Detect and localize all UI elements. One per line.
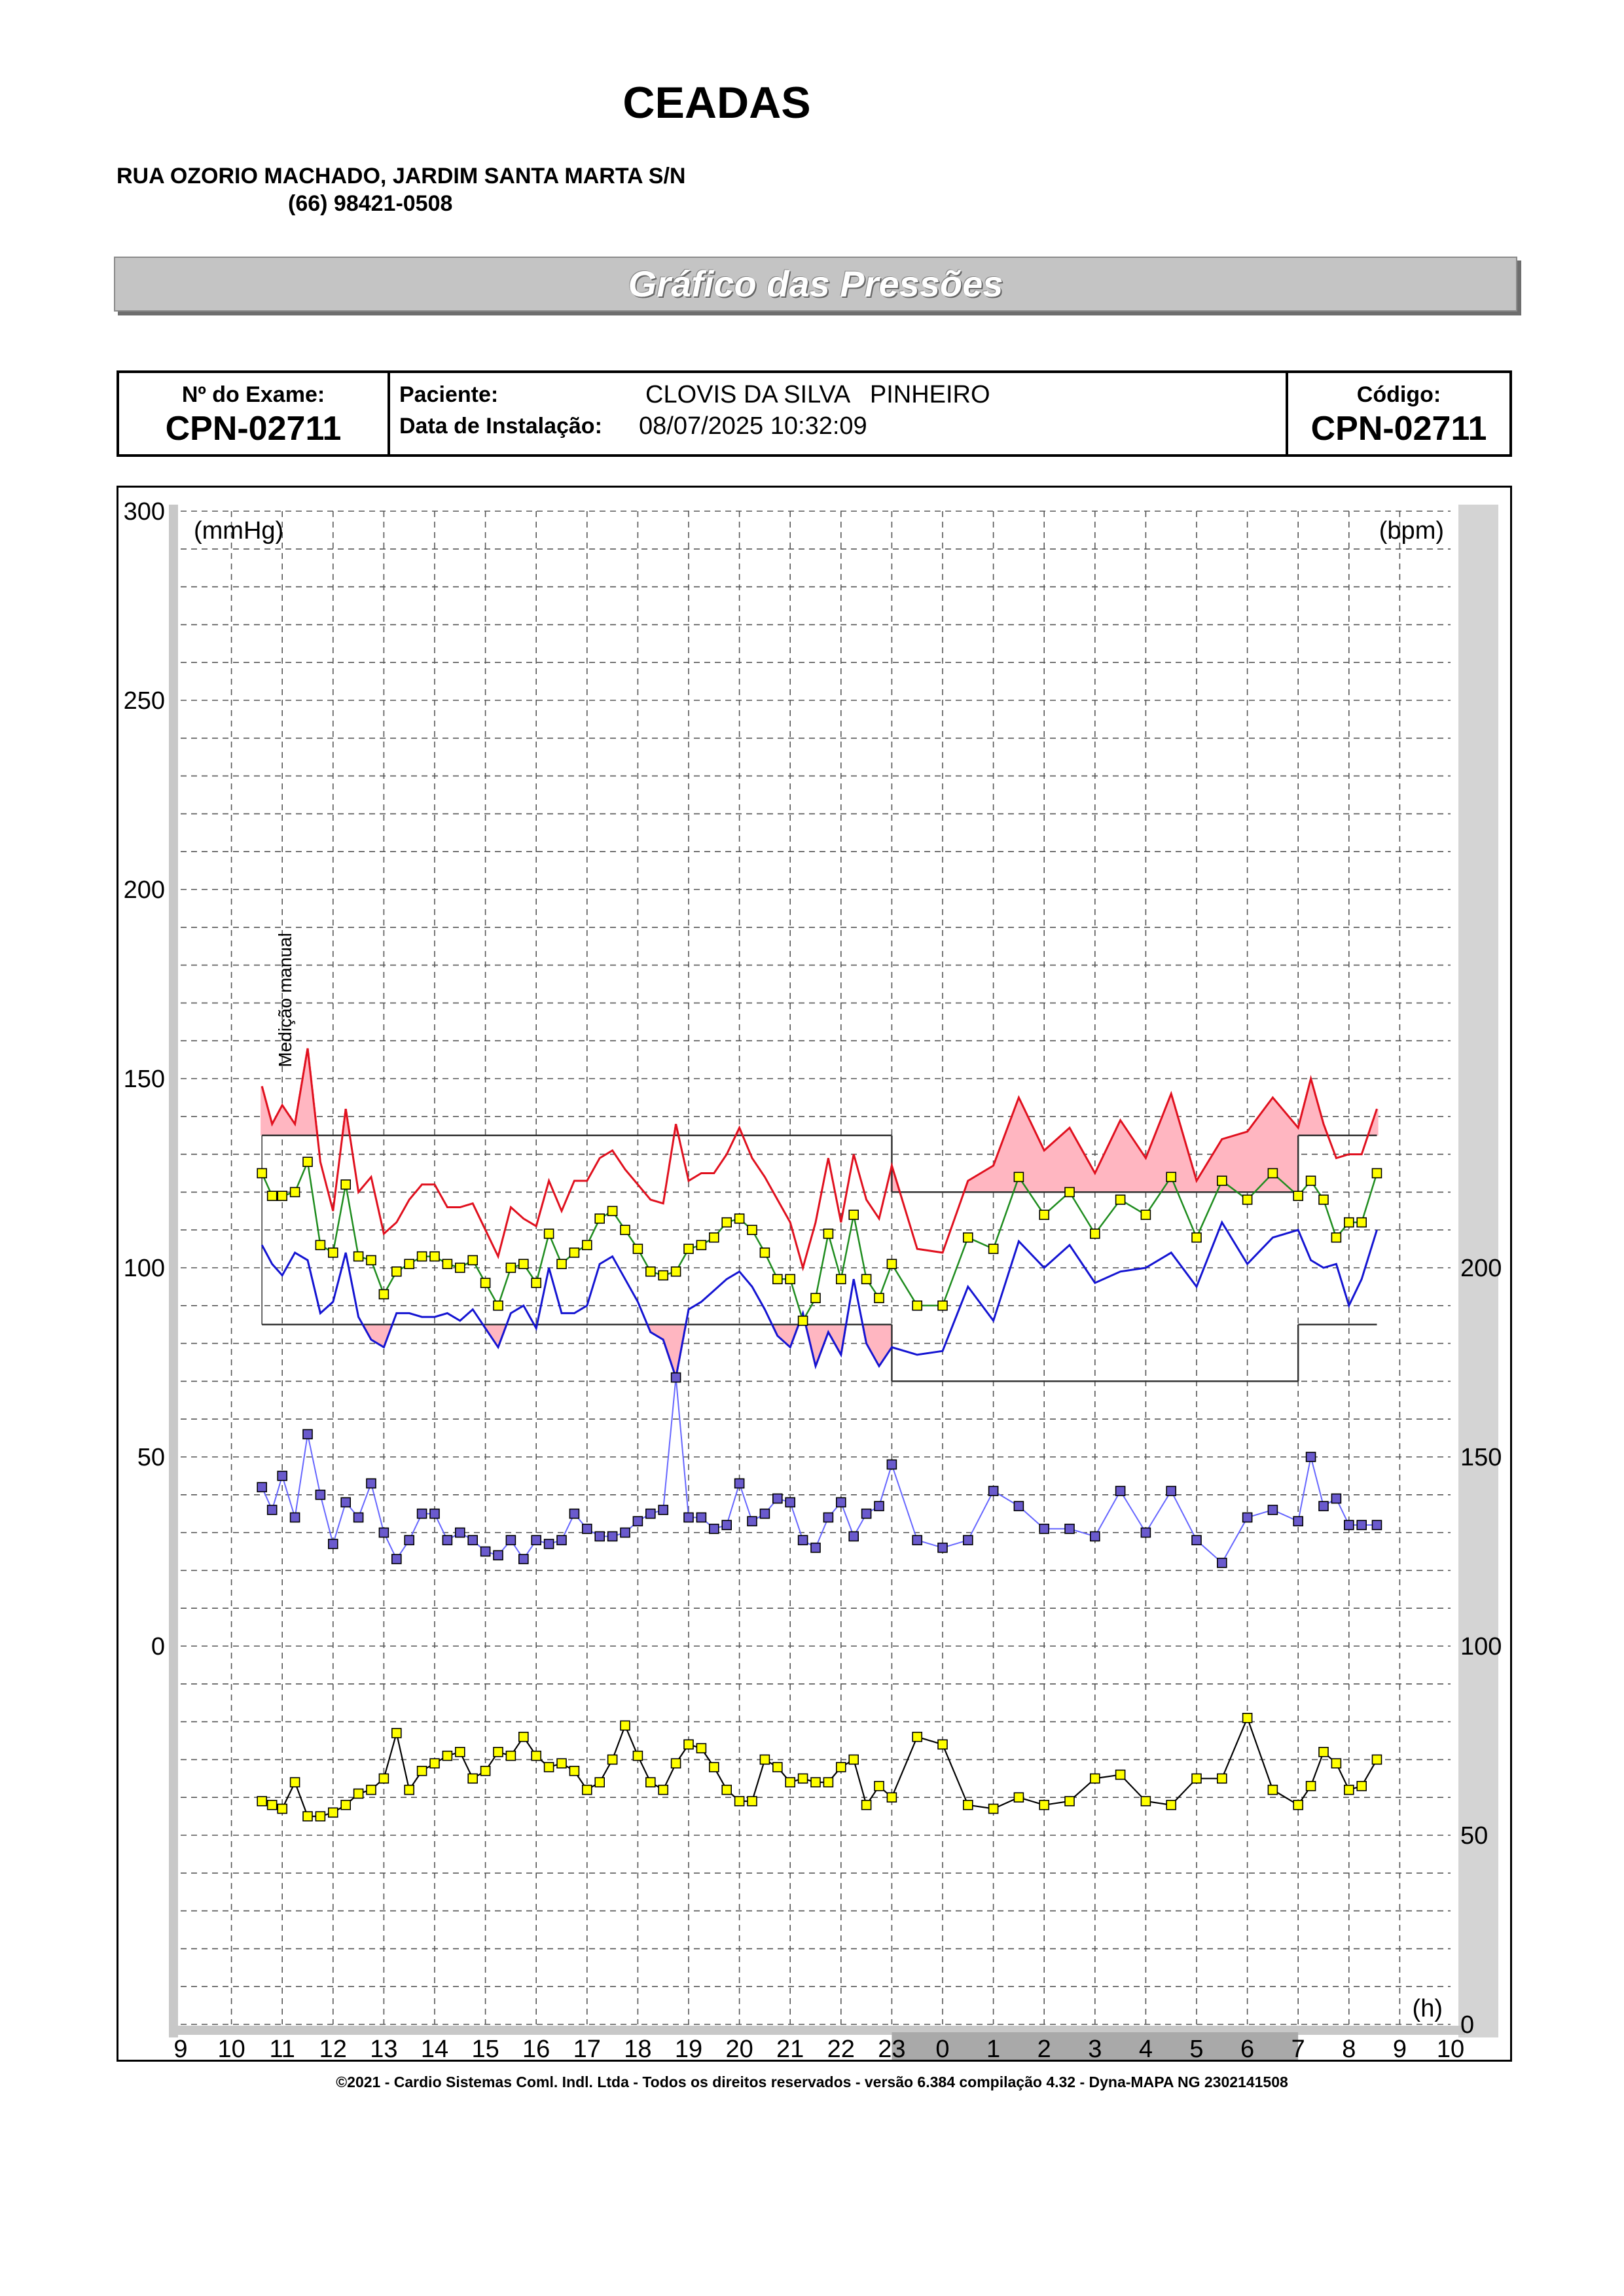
heart-rate-point [341, 1801, 350, 1810]
pulse-pressure-point [1344, 1520, 1354, 1530]
heart-rate-point [849, 1755, 858, 1764]
mean-point [1268, 1169, 1277, 1178]
heart-rate-point [595, 1778, 604, 1787]
pulse-pressure-point [316, 1490, 325, 1499]
mean-point [430, 1252, 439, 1261]
pulse-pressure-point [506, 1535, 515, 1545]
pulse-pressure-point [1091, 1532, 1100, 1541]
systolic-line [262, 1049, 1377, 1268]
pulse-pressure-point [1141, 1528, 1150, 1537]
pulse-pressure-point [849, 1532, 858, 1541]
install-date-label: Data de Instalação: [399, 414, 602, 439]
heart-rate-point [583, 1785, 592, 1795]
mean-point [989, 1244, 998, 1253]
mean-point [1218, 1176, 1227, 1185]
pulse-pressure-point [532, 1535, 541, 1545]
x-axis-tick-label: 5 [1189, 2036, 1204, 2060]
right-axis-tick-label: 200 [1460, 1255, 1502, 1282]
pulse-pressure-point [291, 1513, 300, 1522]
mean-point [938, 1301, 947, 1310]
left-axis-tick-label: 50 [137, 1444, 165, 1471]
mean-point [1357, 1218, 1366, 1227]
mean-point [1372, 1169, 1381, 1178]
heart-rate-point [1331, 1759, 1341, 1768]
heart-rate-point [316, 1812, 325, 1821]
mean-point [379, 1289, 388, 1299]
heart-rate-point [405, 1785, 414, 1795]
systolic-excess-fill [262, 1049, 1377, 1193]
x-axis-unit: (h) [1412, 1995, 1443, 2022]
x-axis-tick-label: 0 [935, 2036, 950, 2060]
pulse-pressure-point [405, 1535, 414, 1545]
pulse-pressure-point [595, 1532, 604, 1541]
heart-rate-point [1065, 1797, 1074, 1806]
heart-rate-point [1218, 1774, 1227, 1783]
pressure-chart [118, 488, 1510, 2060]
mean-point [887, 1259, 896, 1268]
mean-point [303, 1157, 312, 1166]
right-axis-tick-label: 100 [1460, 1633, 1502, 1660]
pulse-pressure-point [912, 1535, 922, 1545]
heart-rate-point [481, 1767, 490, 1776]
heart-rate-point [785, 1778, 795, 1787]
mean-point [569, 1248, 579, 1257]
pulse-pressure-point [684, 1513, 693, 1522]
mean-point [519, 1259, 528, 1268]
heart-rate-point [506, 1751, 515, 1761]
heart-rate-point [748, 1797, 757, 1806]
heart-rate-point [608, 1755, 617, 1764]
mean-point [823, 1229, 833, 1238]
heart-rate-point [268, 1801, 277, 1810]
x-axis-tick-label: 19 [674, 2036, 703, 2060]
heart-rate-point [1116, 1770, 1125, 1780]
code-label: Código: [1356, 382, 1441, 407]
pulse-pressure-point [341, 1498, 350, 1507]
pulse-pressure-point [659, 1505, 668, 1515]
patient-name: CLOVIS DA SILVA PINHEIRO [645, 381, 990, 408]
pulse-pressure-point [748, 1516, 757, 1526]
heart-rate-point [468, 1774, 477, 1783]
heart-rate-point [659, 1785, 668, 1795]
heart-rate-point [557, 1759, 566, 1768]
mean-point [1243, 1195, 1252, 1204]
pulse-pressure-point [875, 1501, 884, 1511]
mean-point [659, 1271, 668, 1280]
pulse-pressure-point [735, 1479, 744, 1488]
pulse-pressure-point [583, 1524, 592, 1534]
pulse-pressure-point [1319, 1501, 1328, 1511]
pulse-pressure-point [710, 1524, 719, 1534]
heart-rate-point [646, 1778, 655, 1787]
x-axis-tick-label: 4 [1138, 2036, 1153, 2060]
x-axis-tick-label: 13 [370, 2036, 398, 2060]
mean-point [545, 1229, 554, 1238]
mean-point [849, 1210, 858, 1219]
pulse-pressure-point [633, 1516, 642, 1526]
mean-point [696, 1240, 706, 1249]
report-title: Gráfico das Pressões [628, 263, 1003, 304]
heart-rate-point [532, 1751, 541, 1761]
mean-point [1141, 1210, 1150, 1219]
x-axis-tick-label: 17 [573, 2036, 601, 2060]
mean-point [1166, 1172, 1176, 1181]
pulse-pressure-point [799, 1535, 808, 1545]
pulse-pressure-point [1014, 1501, 1023, 1511]
pulse-pressure-point [481, 1547, 490, 1556]
heart-rate-point [1192, 1774, 1201, 1783]
mean-point [329, 1248, 338, 1257]
pulse-pressure-point [418, 1509, 427, 1518]
heart-rate-point [329, 1808, 338, 1817]
mean-point [257, 1169, 266, 1178]
mean-point [722, 1218, 731, 1227]
mean-point [392, 1267, 401, 1276]
heart-rate-point [912, 1732, 922, 1742]
heart-rate-point [760, 1755, 769, 1764]
pulse-pressure-point [785, 1498, 795, 1507]
heart-rate-point [773, 1763, 782, 1772]
mean-point [354, 1252, 363, 1261]
pulse-pressure-point [494, 1551, 503, 1560]
left-axis-unit: (mmHg) [194, 517, 284, 545]
pulse-pressure-point [430, 1509, 439, 1518]
heart-rate-point [823, 1778, 833, 1787]
heart-rate-point [633, 1751, 642, 1761]
right-axis-unit: (bpm) [1379, 517, 1444, 545]
report-title-bar [114, 257, 1517, 312]
right-axis-tick-label: 0 [1460, 2011, 1475, 2039]
x-axis-tick-label: 16 [522, 2036, 550, 2060]
heart-rate-point [418, 1767, 427, 1776]
mean-point [710, 1233, 719, 1242]
mean-point [1319, 1195, 1328, 1204]
heart-rate-point [938, 1740, 947, 1749]
heart-rate-point [1357, 1782, 1366, 1791]
left-axis-tick-label: 200 [123, 876, 165, 904]
heart-rate-point [456, 1748, 465, 1757]
pressure-chart-frame [117, 486, 1512, 2062]
left-axis-tick-label: 100 [123, 1255, 165, 1282]
heart-rate-point [672, 1759, 681, 1768]
mean-point [1091, 1229, 1100, 1238]
mean-point [1039, 1210, 1049, 1219]
mean-point [291, 1187, 300, 1196]
pulse-pressure-point [621, 1528, 630, 1537]
heart-rate-point [875, 1782, 884, 1791]
pulse-pressure-point [1192, 1535, 1201, 1545]
pulse-pressure-point [367, 1479, 376, 1488]
mean-point [964, 1233, 973, 1242]
mean-point [608, 1206, 617, 1215]
patient-label: Paciente: [399, 382, 499, 407]
mean-point [268, 1191, 277, 1200]
mean-point [1014, 1172, 1023, 1181]
heart-rate-point [989, 1804, 998, 1814]
mean-point [748, 1225, 757, 1234]
patient-cell [390, 373, 1288, 454]
mean-point [583, 1240, 592, 1249]
pulse-pressure-point [257, 1482, 266, 1492]
heart-rate-point [710, 1763, 719, 1772]
mean-point [785, 1274, 795, 1283]
left-axis-tick-label: 250 [123, 687, 165, 715]
heart-rate-point [278, 1804, 287, 1814]
heart-rate-point [1141, 1797, 1150, 1806]
heart-rate-point [1039, 1801, 1049, 1810]
x-axis-tick-label: 1 [986, 2036, 1001, 2060]
mean-point [773, 1274, 782, 1283]
pulse-pressure-point [557, 1535, 566, 1545]
heart-rate-point [354, 1789, 363, 1798]
x-axis-tick-label: 10 [217, 2036, 245, 2060]
heart-rate-point [291, 1778, 300, 1787]
heart-rate-point [696, 1744, 706, 1753]
heart-rate-point [392, 1729, 401, 1738]
x-axis-tick-label: 20 [725, 2036, 753, 2060]
pulse-pressure-point [646, 1509, 655, 1518]
mean-point [799, 1316, 808, 1325]
pulse-pressure-point [569, 1509, 579, 1518]
mean-point [672, 1267, 681, 1276]
heart-rate-point [1307, 1782, 1316, 1791]
mean-point [1344, 1218, 1354, 1227]
heart-rate-point [1293, 1801, 1303, 1810]
x-axis-tick-label: 7 [1291, 2036, 1305, 2060]
heart-rate-line [262, 1718, 1377, 1816]
heart-rate-point [964, 1801, 973, 1810]
heart-rate-point [303, 1812, 312, 1821]
chart-left-bevel [169, 505, 178, 2037]
pulse-pressure-point [608, 1532, 617, 1541]
heart-rate-point [367, 1785, 376, 1795]
mean-point [811, 1293, 820, 1302]
install-date-value: 08/07/2025 10:32:09 [639, 412, 867, 440]
clinic-address: RUA OZORIO MACHADO, JARDIM SANTA MARTA S/N [117, 164, 686, 188]
pulse-pressure-point [1307, 1452, 1316, 1462]
heart-rate-point [1091, 1774, 1100, 1783]
mean-point [468, 1255, 477, 1265]
pulse-pressure-point [696, 1513, 706, 1522]
exam-number-label: Nº do Exame: [181, 382, 325, 407]
pulse-pressure-point [303, 1429, 312, 1439]
mean-point [278, 1191, 287, 1200]
mean-point [418, 1252, 427, 1261]
mean-point [1116, 1195, 1125, 1204]
heart-rate-point [1268, 1785, 1277, 1795]
exam-number-cell [119, 373, 390, 454]
pulse-pressure-point [1065, 1524, 1074, 1534]
mean-point [506, 1263, 515, 1272]
mean-point [532, 1278, 541, 1287]
x-axis-tick-label: 3 [1088, 2036, 1102, 2060]
mean-point [316, 1240, 325, 1249]
heart-rate-point [1243, 1713, 1252, 1723]
pulse-pressure-point [823, 1513, 833, 1522]
heart-rate-point [799, 1774, 808, 1783]
pulse-pressure-point [1166, 1486, 1176, 1496]
mean-point [621, 1225, 630, 1234]
x-axis-tick-label: 15 [471, 2036, 499, 2060]
mean-point [646, 1267, 655, 1276]
pulse-pressure-point [964, 1535, 973, 1545]
clinic-name: CEADAS [623, 78, 811, 128]
pulse-pressure-point [329, 1539, 338, 1549]
pulse-pressure-point [1268, 1505, 1277, 1515]
mean-point [595, 1214, 604, 1223]
pulse-pressure-point [887, 1460, 896, 1469]
heart-rate-point [1372, 1755, 1381, 1764]
pulse-pressure-point [379, 1528, 388, 1537]
mean-point [684, 1244, 693, 1253]
clinic-phone: (66) 98421-0508 [288, 191, 453, 216]
pulse-pressure-point [1293, 1516, 1303, 1526]
x-axis-tick-label: 21 [776, 2036, 804, 2060]
mean-point [494, 1301, 503, 1310]
exam-number-value: CPN-02711 [165, 410, 342, 448]
heart-rate-point [684, 1740, 693, 1749]
heart-rate-point [837, 1763, 846, 1772]
heart-rate-point [1344, 1785, 1354, 1795]
mean-point [633, 1244, 642, 1253]
pulse-pressure-point [1243, 1513, 1252, 1522]
mean-point [760, 1248, 769, 1257]
pulse-pressure-point [1372, 1520, 1381, 1530]
mean-point [1065, 1187, 1074, 1196]
heart-rate-point [735, 1797, 744, 1806]
x-axis-tick-label: 22 [827, 2036, 855, 2060]
x-axis-tick-label: 18 [624, 2036, 652, 2060]
mean-point [456, 1263, 465, 1272]
x-axis-tick-label: 9 [1392, 2036, 1407, 2060]
heart-rate-point [621, 1721, 630, 1730]
mean-point [367, 1255, 376, 1265]
x-axis-tick-label: 9 [173, 2036, 188, 2060]
pulse-pressure-point [672, 1373, 681, 1382]
heart-rate-point [1166, 1801, 1176, 1810]
right-axis-tick-label: 50 [1460, 1822, 1489, 1850]
heart-rate-point [887, 1793, 896, 1802]
heart-rate-point [494, 1748, 503, 1757]
heart-rate-point [1014, 1793, 1023, 1802]
heart-rate-point [519, 1732, 528, 1742]
left-axis-tick-label: 300 [123, 498, 165, 526]
heart-rate-point [430, 1759, 439, 1768]
pulse-pressure-point [468, 1535, 477, 1545]
pulse-pressure-point [545, 1539, 554, 1549]
pulse-pressure-point [938, 1543, 947, 1552]
pulse-pressure-point [1116, 1486, 1125, 1496]
pulse-pressure-point [1218, 1558, 1227, 1568]
heart-rate-point [722, 1785, 731, 1795]
code-cell [1288, 373, 1509, 454]
mean-point [837, 1274, 846, 1283]
manual-measurement-note: Medição manual [275, 933, 296, 1067]
pulse-pressure-point [722, 1520, 731, 1530]
pulse-pressure-point [862, 1509, 871, 1518]
heart-rate-point [257, 1797, 266, 1806]
pulse-pressure-point [268, 1505, 277, 1515]
mean-point [442, 1259, 452, 1268]
heart-rate-point [862, 1801, 871, 1810]
mean-point [875, 1293, 884, 1302]
pulse-pressure-point [278, 1471, 287, 1480]
pulse-pressure-point [773, 1494, 782, 1503]
left-axis-tick-label: 0 [151, 1633, 165, 1660]
pulse-pressure-line [262, 1378, 1377, 1563]
x-axis-tick-label: 8 [1342, 2036, 1356, 2060]
pulse-pressure-point [989, 1486, 998, 1496]
heart-rate-point [379, 1774, 388, 1783]
diastolic-excess-fill [262, 1325, 1377, 1382]
code-value: CPN-02711 [1310, 410, 1487, 448]
heart-rate-point [442, 1751, 452, 1761]
mean-point [912, 1301, 922, 1310]
mean-point [1192, 1233, 1201, 1242]
pulse-pressure-point [760, 1509, 769, 1518]
pulse-pressure-point [519, 1554, 528, 1564]
mean-point [1307, 1176, 1316, 1185]
mean-point [557, 1259, 566, 1268]
pulse-pressure-point [837, 1498, 846, 1507]
exam-info-box [117, 370, 1512, 457]
heart-rate-point [811, 1778, 820, 1787]
pulse-pressure-point [811, 1543, 820, 1552]
mean-point [735, 1214, 744, 1223]
left-axis-tick-label: 150 [123, 1066, 165, 1093]
pulse-pressure-point [1331, 1494, 1341, 1503]
pulse-pressure-point [456, 1528, 465, 1537]
mean-point [405, 1259, 414, 1268]
mean-point [1331, 1233, 1341, 1242]
x-axis-tick-label: 14 [420, 2036, 449, 2060]
pulse-pressure-point [1039, 1524, 1049, 1534]
mean-point [341, 1180, 350, 1189]
heart-rate-point [1319, 1748, 1328, 1757]
x-axis-tick-label: 10 [1436, 2036, 1465, 2060]
x-axis-tick-label: 11 [269, 2036, 295, 2060]
pulse-pressure-point [1357, 1520, 1366, 1530]
pulse-pressure-point [354, 1513, 363, 1522]
x-axis-tick-label: 12 [319, 2036, 347, 2060]
right-axis-tick-label: 150 [1460, 1444, 1502, 1471]
heart-rate-point [545, 1763, 554, 1772]
heart-rate-point [569, 1767, 579, 1776]
mean-point [862, 1274, 871, 1283]
mean-point [1293, 1191, 1303, 1200]
x-axis-tick-label: 6 [1240, 2036, 1255, 2060]
pulse-pressure-point [442, 1535, 452, 1545]
pulse-pressure-point [392, 1554, 401, 1564]
footer-copyright: ©2021 - Cardio Sistemas Coml. Indl. Ltda - Todos os direitos reservados - versão 6.384 compilação 4.32 - Dyna-MAPA NG 2302141508 [336, 2073, 1288, 2090]
x-axis-tick-label: 23 [878, 2036, 906, 2060]
x-axis-tick-label: 2 [1037, 2036, 1051, 2060]
mean-point [481, 1278, 490, 1287]
